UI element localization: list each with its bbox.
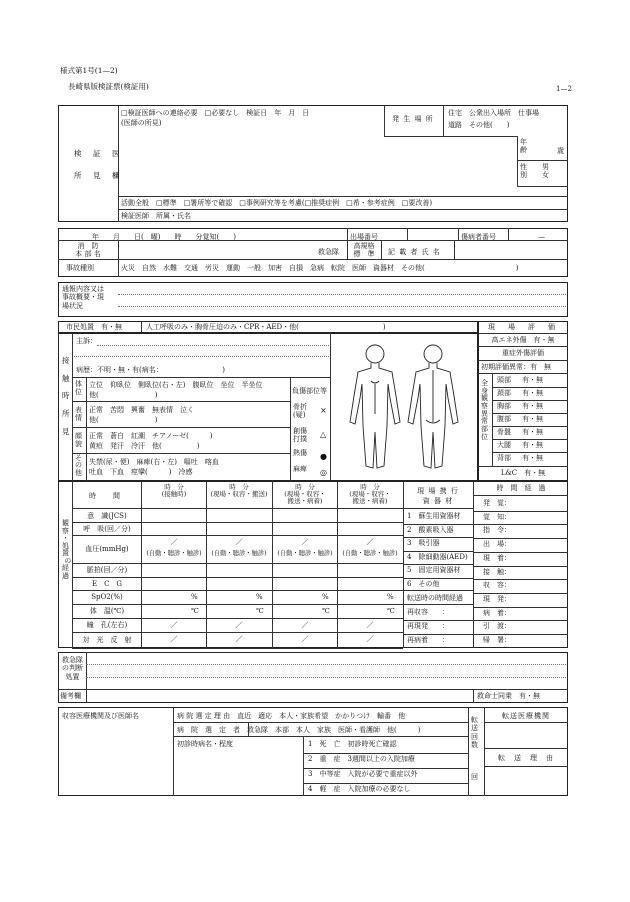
rule-line [72, 604, 403, 605]
rule-line [492, 439, 568, 440]
transport-row-1: 再現発 ： [407, 622, 449, 630]
posture-label: 体 位 [75, 380, 82, 397]
body-diagram[interactable] [338, 336, 468, 480]
vitals-row-label-2: 血圧(mmHg) [85, 545, 129, 553]
rule-line [303, 783, 468, 784]
transport-row-0: 再収容 ： [407, 608, 449, 616]
rule-line [403, 537, 473, 538]
age-label: 年 齢 [520, 138, 527, 155]
rule-line [473, 579, 568, 580]
accident-type-label: 事故種別 [66, 264, 94, 272]
vitals-unit-5-2: % [322, 593, 329, 601]
citizen-aid-detail[interactable]: 人工呼吸のみ・胸骨圧迫のみ・CPR・AED・他( ) [146, 323, 386, 331]
age-unit: 歳 [557, 147, 564, 155]
rule-line [403, 564, 473, 565]
elapsed-row-2: 指 令： [483, 526, 511, 535]
bp-slash-1: ／ [235, 538, 243, 546]
grade-options[interactable]: 高規格 標 準 [353, 242, 375, 259]
vitals-row-label-5: SpO2(%) [91, 593, 123, 601]
body-part-value-5[interactable]: 有・無 [522, 441, 543, 449]
vitals-row-label-4: E C G [91, 579, 123, 588]
bp-method-2[interactable]: (自動・聴診・触診) [277, 550, 333, 557]
vitals-unit-5-0: % [191, 593, 198, 601]
rule-line [473, 552, 568, 553]
rule-line [403, 551, 473, 552]
vitals-row-label-3: 脈拍(回／分) [86, 566, 128, 574]
vitals-unit-5-1: % [256, 593, 263, 601]
injury-mark-symbol-3: ◎ [320, 468, 327, 477]
elapsed-row-0: 発 覚： [483, 499, 511, 507]
severity-option-0[interactable]: 1 死 亡 初診時死亡確認 [308, 740, 397, 748]
transfer-reason-label: 転 送 理 由 [498, 754, 554, 762]
injury-mark-label-3: 麻痺 [293, 465, 307, 473]
citizen-aid[interactable]: 市民処置 有・無 [66, 323, 122, 331]
body-part-6: 背部 [497, 454, 511, 462]
incident-date: 年 月 日( 曜) 時 分覚知( ) [92, 233, 236, 241]
rule-line [403, 634, 473, 635]
vitals-slash-8-1: ／ [235, 635, 243, 643]
rule-line [403, 620, 473, 621]
complexion-label: 顔 貌 [75, 432, 82, 449]
severity-option-3[interactable]: 4 軽 症 入院加療の必要なし [308, 785, 411, 793]
body-part-value-1[interactable]: 有・無 [522, 389, 543, 397]
elapsed-row-10: 帰 署： [483, 636, 511, 644]
location-options-1[interactable]: 住宅 公衆出入場所 仕事場 [448, 109, 539, 117]
body-part-5: 大腿 [497, 441, 511, 449]
vitals-col-header-3: 時 分 (現場・収容・ 搬送・病着) [349, 483, 391, 506]
elapsed-row-9: 引 渡： [483, 622, 511, 631]
rule-line [303, 753, 468, 754]
rule-line [72, 590, 403, 591]
body-part-value-3[interactable]: 有・無 [522, 415, 543, 423]
other-label: そ の 他 [75, 454, 82, 477]
fire-dept-label: 消 防 本 部 名 [75, 242, 101, 259]
medical-history[interactable]: 病歴：不明・無・有(病名： ) [76, 366, 225, 374]
equipment-item-1[interactable]: 2 酸素吸入器 [407, 525, 454, 534]
body-part-value-2[interactable]: 有・無 [522, 402, 543, 410]
form-number: 様式第1号(1—2) [60, 66, 118, 75]
sex-options[interactable]: 男 女 [542, 163, 549, 180]
doctor-opinion: (医師の所見) [121, 119, 162, 127]
body-part-value-0[interactable]: 有・無 [522, 376, 543, 384]
rule-line [492, 413, 568, 414]
rule-line [72, 535, 403, 536]
form-title: 長崎県版検証票(検証用) [68, 82, 149, 91]
hospital-selection-reason[interactable]: 病 院 選 定 理 由 直近 適応 本人・家族希望 かかりつけ 輸番 他 [177, 712, 406, 720]
vitals-slash-7-2: ／ [301, 621, 309, 629]
hospital-selector[interactable]: 病 院 選 定 者 救急隊 本部 本人 家族 医師・看護師 他( ) [177, 726, 421, 734]
complexion-options[interactable]: 正常 蒼白 紅潮 チアノーゼ( ) 黄疸 発汗 冷汗 他( ) [89, 432, 213, 451]
chief-complaint: 主訴： [76, 337, 97, 345]
elapsed-row-1: 覚 知： [483, 512, 511, 521]
rule-line [473, 607, 568, 608]
elapsed-row-4: 現 着： [483, 553, 511, 562]
rule-line [473, 524, 568, 525]
transport-row-2: 再病着 ： [407, 636, 449, 644]
location-label: 発 生 場 所 [392, 115, 434, 123]
vitals-row-label-0: 意 識(JCS) [87, 511, 127, 520]
ems-judgement-label: 救急隊 の判断 処置 [62, 656, 83, 681]
transport-time-header: 転送時の時間経過 [407, 594, 463, 602]
rule-line [492, 387, 568, 388]
rule-line [72, 563, 403, 564]
page-number: 1—2 [556, 85, 572, 93]
rule-line [492, 400, 568, 401]
rule-line [72, 522, 403, 523]
findings-label: 所 見 欄 [74, 171, 122, 180]
vitals-unit-5-3: % [387, 593, 394, 601]
bp-slash-2: ／ [301, 538, 309, 546]
rule-line [473, 566, 568, 567]
bp-slash-0: ／ [170, 538, 178, 546]
transfer-count-unit: 回 [471, 773, 478, 781]
time-header: 時 間 [89, 492, 121, 500]
vitals-slash-7-3: ／ [366, 621, 374, 629]
severity-option-2[interactable]: 3 中等症 入院が必要で重症以外 [308, 770, 418, 778]
expression-options[interactable]: 正常 苦悶 興奮 無表情 泣く 他( ) [89, 406, 194, 425]
vitals-unit-6-0: ℃ [191, 607, 199, 615]
body-part-2: 胸部 [497, 402, 511, 410]
rule-line [72, 508, 403, 509]
rule-line [473, 620, 568, 621]
rule-line [473, 538, 568, 539]
bp-method-3[interactable]: (自動・聴診・触診) [342, 550, 398, 557]
injury-mark-label-0: 骨折 (疑) [293, 403, 307, 419]
rule-line [303, 768, 468, 769]
recorder-label: 記 載 者 氏 名 [388, 248, 441, 256]
contact-side-label: 接 触 時 所 見 [62, 356, 70, 436]
equipment-item-5[interactable]: 6 その他 [407, 579, 440, 588]
transfer-hospital-label: 転送医療機関 [502, 712, 550, 720]
accident-type-options[interactable]: 火災 自然 水難 交通 労災 運動 一般 加害 自損 急病 転院 医師 資器材 その他( ) [121, 264, 519, 272]
equipment-item-0[interactable]: 1 蘇生用資器材 [407, 512, 461, 520]
body-part-value-4[interactable]: 有・無 [522, 428, 543, 436]
vitals-unit-6-1: ℃ [256, 607, 264, 615]
injury-mark-symbol-2: ● [320, 452, 327, 461]
rule-line [72, 632, 403, 633]
hospital-label: 収容医療機関及び医師名 [62, 712, 139, 720]
location-options-2[interactable]: 道路 その他( ) [448, 121, 510, 129]
notes-label: 備考欄 [60, 692, 81, 700]
vitals-slash-8-3: ／ [366, 635, 374, 643]
transfer-count-label: 転 送 回 数 [471, 716, 478, 750]
equipment-item-3[interactable]: 4 除細動器(AED) [407, 552, 468, 561]
rule-line [403, 578, 473, 579]
injury-mark-symbol-1: △ [320, 430, 327, 439]
bp-method-1[interactable]: (自動・聴診・触診) [211, 550, 267, 557]
posture-options[interactable]: 立位 仰臥位 側臥位(右・左) 腹臥位 坐位 半坐位 他( ) [89, 381, 263, 400]
vitals-slash-7-1: ／ [235, 621, 243, 629]
dispatch-number: 出場番号 [350, 233, 378, 241]
elapsed-row-8: 病 着： [483, 608, 511, 617]
rule-line [72, 618, 403, 619]
high-energy-trauma[interactable]: 高エネ外傷 有・無 [491, 336, 555, 344]
elapsed-row-6: 収 容： [483, 581, 511, 590]
contact-required[interactable]: □検証医師への連絡必要 □必要なし 検証日 年 月 日 [121, 109, 310, 117]
bp-slash-3: ／ [366, 538, 374, 546]
patient-number-dash: — [538, 233, 545, 241]
elapsed-header: 時 間 経 過 [496, 484, 546, 492]
body-back-figure [408, 345, 458, 468]
report-section [58, 282, 568, 317]
vitals-col-header-1: 時 分 (現場・収容・搬送) [210, 483, 268, 499]
body-part-3: 腹部 [497, 415, 511, 423]
body-part-value-6[interactable]: 有・無 [522, 454, 543, 462]
rule-line [492, 452, 568, 453]
injury-mark-label-1: 創傷 打撲 [293, 427, 307, 443]
activity-evaluation[interactable]: 活動全般 □標準 □署所等で確認 □事例研究等を考慮(□推奨症例 □希・参考症例 □要改善) [121, 199, 433, 207]
vitals-col-header-0: 時 分 (接触時) [161, 483, 187, 499]
rule-line [473, 511, 568, 512]
paramedic-onboard[interactable]: 救命士同乗 有・無 [477, 692, 540, 700]
elapsed-row-7: 現 発： [483, 594, 511, 603]
vitals-row-label-8: 対 光 反 射 [82, 636, 132, 644]
rule-line [473, 634, 568, 635]
vitals-slash-8-2: ／ [301, 635, 309, 643]
lc-label[interactable]: L&C 有・無 [500, 469, 546, 477]
expression-label: 表 情 [75, 406, 82, 423]
vitals-slash-8-0: ／ [170, 635, 178, 643]
vitals-row-label-6: 体 温(℃) [89, 607, 125, 615]
body-part-1: 頚部 [497, 389, 511, 397]
initial-eval[interactable]: 初期評価異常：有 無 [481, 363, 551, 371]
vitals-unit-6-2: ℃ [322, 607, 330, 615]
sex-label: 性 別 [520, 163, 527, 180]
vitals-col-header-2: 時 分 (現場・収容・ 搬送・病着) [284, 483, 326, 506]
ems-team-label: 救急隊 [318, 248, 339, 256]
patient-number: 傷病者番号 [461, 233, 496, 241]
severe-trauma-header: 重症外傷評価 [502, 349, 544, 357]
vitals-row-label-1: 呼 吸(回／分) [83, 524, 131, 533]
body-exam-label: 全 身 観 察 異 常 部 位 [481, 379, 488, 441]
rule-line [72, 577, 403, 578]
injury-site-header: 負傷部位等 [292, 387, 327, 395]
verify-label: 検 証 医 [74, 149, 122, 158]
body-front-figure [350, 345, 400, 468]
initial-diagnosis-label: 初診時病名・程度 [177, 740, 233, 748]
vitals-row-label-7: 瞳 孔(左右) [86, 621, 128, 629]
equipment-item-4[interactable]: 5 固定用資器材 [407, 566, 461, 574]
bp-method-0[interactable]: (自動・聴診・触診) [146, 550, 202, 557]
body-part-0: 頭部 [497, 376, 511, 384]
equipment-item-2[interactable]: 3 吸引器 [407, 539, 440, 547]
body-part-4: 骨盤 [497, 428, 511, 436]
elapsed-row-3: 出 場： [483, 540, 511, 549]
rule-line [473, 593, 568, 594]
scene-eval-header: 現 場 評 価 [488, 323, 558, 331]
vitals-side-label: 観 察 ・ 処 置 の 経 過 [62, 519, 72, 580]
rule-line [492, 426, 568, 427]
injury-mark-symbol-0: × [320, 406, 327, 415]
other-options[interactable]: 失禁(尿・便) 麻痺(右・左) 嘔吐 喀血 吐血 下血 痙攣( ) 冷感 [89, 458, 219, 477]
report-label: 通報内容又は 事故概要・現 場状況 [62, 285, 104, 310]
elapsed-row-5: 接 触： [483, 567, 511, 576]
verify-doctor: 検証医師 所属・氏名 [121, 212, 191, 220]
rule-line [403, 524, 473, 525]
equipment-header: 現 場 携 行 資 器 材 [417, 487, 459, 505]
severity-option-1[interactable]: 2 重 症 3週間以上の入院加療 [308, 755, 415, 763]
injury-mark-label-2: 熱傷 [293, 449, 307, 457]
rule-line [72, 648, 403, 649]
vitals-unit-6-3: ℃ [387, 607, 395, 615]
vitals-slash-7-0: ／ [170, 621, 178, 629]
